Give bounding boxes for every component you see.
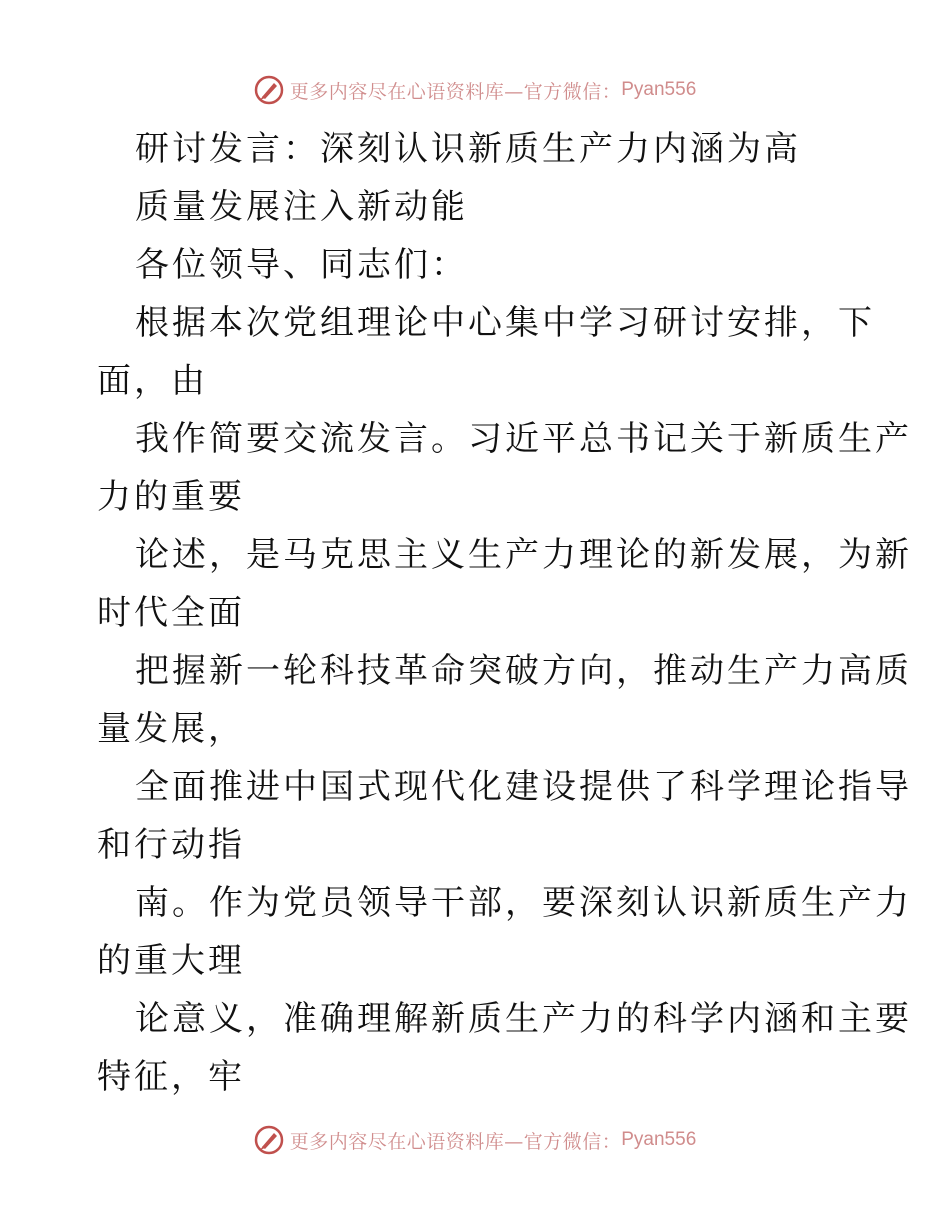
- doc-line: 全面推进中国式现代化建设提供了科学理论指导: [135, 767, 912, 807]
- quill-pen-logo-icon: [254, 75, 284, 105]
- doc-line: 量发展，: [97, 709, 245, 749]
- doc-line: 根据本次党组理论中心集中学习研讨安排，下: [135, 303, 875, 343]
- doc-line: 面，由: [97, 361, 208, 401]
- doc-line: 我作简要交流发言。习近平总书记关于新质生产: [135, 419, 912, 459]
- doc-line: 研讨发言：深刻认识新质生产力内涵为高: [135, 129, 801, 169]
- banner-wechat-id: Pyan556: [621, 79, 697, 100]
- doc-line: 质量发展注入新动能: [135, 187, 468, 227]
- doc-line: 论意义，准确理解新质生产力的科学内涵和主要: [135, 999, 912, 1039]
- doc-line: 把握新一轮科技革命突破方向，推动生产力高质: [135, 651, 912, 691]
- doc-line: 各位领导、同志们：: [135, 245, 468, 285]
- doc-line: 特征，牢: [97, 1057, 245, 1097]
- header-banner: [0, 70, 950, 110]
- doc-line: 的重大理: [97, 941, 245, 981]
- banner-wechat-id: Pyan556: [621, 1129, 697, 1150]
- doc-line: 论述，是马克思主义生产力理论的新发展，为新: [135, 535, 912, 575]
- document-body: [97, 120, 912, 1106]
- banner-text: 更多内容尽在心语资料库—官方微信：: [289, 1130, 622, 1153]
- footer-banner: [0, 1120, 950, 1160]
- doc-line: 南。作为党员领导干部，要深刻认识新质生产力: [135, 883, 912, 923]
- doc-line: 力的重要: [97, 477, 245, 517]
- doc-line: 和行动指: [97, 825, 245, 865]
- quill-pen-logo-icon: [254, 1125, 284, 1155]
- doc-line: 时代全面: [97, 593, 245, 633]
- banner-text: 更多内容尽在心语资料库—官方微信：: [289, 80, 622, 103]
